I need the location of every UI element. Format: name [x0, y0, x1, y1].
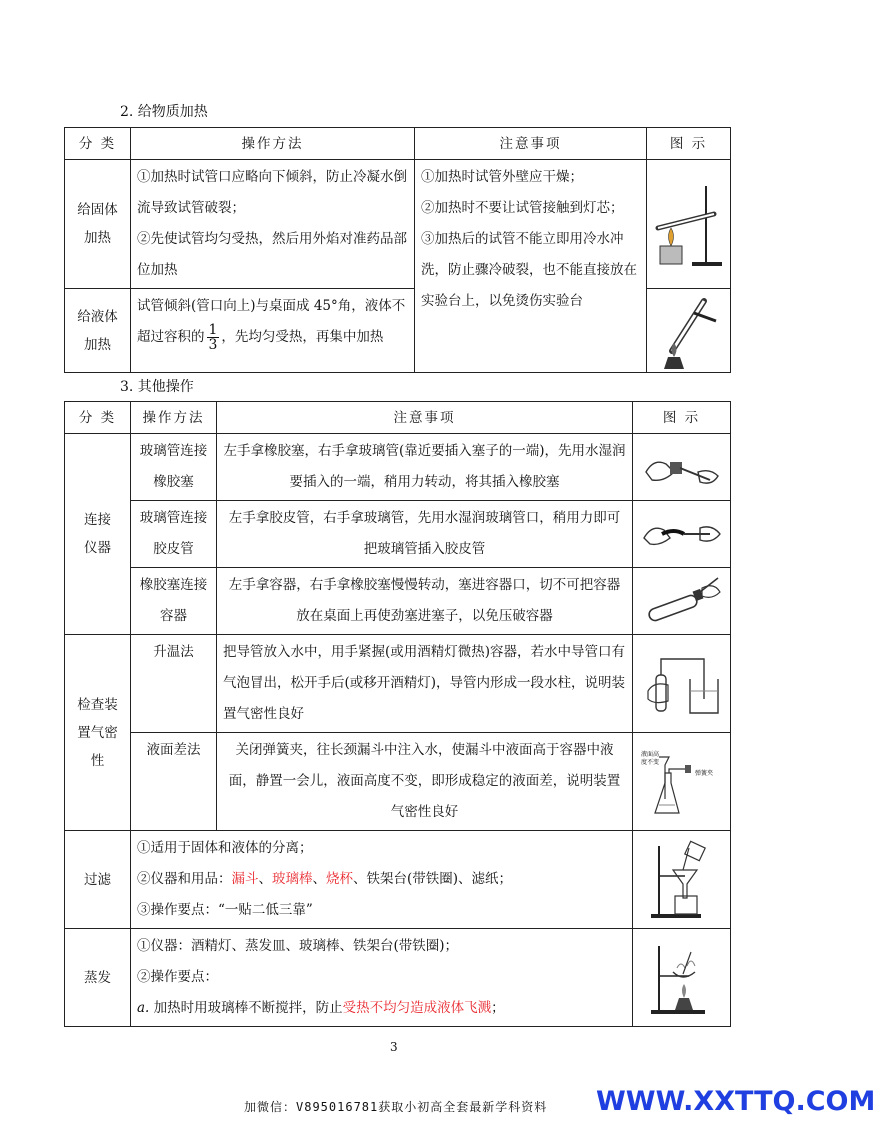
method-level-check: 液面差法: [131, 733, 217, 831]
header-figure: 图 示: [633, 402, 731, 434]
category-solid: 给固体加热: [65, 160, 131, 289]
stopper-into-container-icon: [633, 568, 731, 635]
glass-tube-rubber-stopper-icon: [633, 434, 731, 501]
section-3-title: 3. 其他操作: [120, 379, 194, 395]
figure-label-level-high: 液面高: [640, 750, 659, 758]
header-figure: 图 示: [647, 128, 731, 160]
other-operations-table: [64, 401, 731, 1027]
note-evaporate: ①仪器：酒精灯、蒸发皿、玻璃棒、铁架台(带铁圈)； ②操作要点： a. 加热时用玻璃棒不断搅拌，防止受热不均匀造成液体飞溅；: [131, 929, 633, 1027]
filtration-setup-icon: [633, 831, 731, 929]
method-tube-hose: 玻璃管连接胶皮管: [131, 501, 217, 568]
category-liquid: 给液体加热: [65, 289, 131, 373]
header-notes: 注意事项: [217, 402, 633, 434]
glass-tube-rubber-hose-icon: [633, 501, 731, 568]
method-tube-stopper: 玻璃管连接橡胶塞: [131, 434, 217, 501]
note-filter: ①适用于固体和液体的分离； ②仪器和用品：漏斗、玻璃棒、烧杯、铁架台(带铁圈)、滤纸； ③操作要点：“一贴二低三靠”: [131, 831, 633, 929]
category-evaporate: 蒸发: [65, 929, 131, 1027]
note-tube-hose: 左手拿胶皮管，右手拿玻璃管，先用水湿润玻璃管口，稍用力即可把玻璃管插入胶皮管: [217, 501, 633, 568]
note-level-check: 关闭弹簧夹，往长颈漏斗中注入水，使漏斗中液面高于容器中液面，静置一会儿，液面高度不变，即形成稳定的液面差，说明装置气密性良好: [217, 733, 633, 831]
category-connect: 连接仪器: [65, 434, 131, 635]
notes-heating: ①加热时试管外壁应干燥； ②加热时不要让试管接触到灯芯； ③加热后的试管不能立即用冷水冲洗，防止骤冷破裂，也不能直接放在实验台上，以免烫伤实验台: [415, 160, 647, 373]
method-stopper-container: 橡胶塞连接容器: [131, 568, 217, 635]
note-tube-stopper: 左手拿橡胶塞，右手拿玻璃管(靠近要插入塞子的一端)，先用水湿润要插入的一端，稍用力转动，将其插入橡胶塞: [217, 434, 633, 501]
figure-label-unchanged: 度不变: [640, 758, 659, 766]
header-category: 分 类: [65, 128, 131, 160]
footer-text: 加微信：V895016781获取小初高全套最新学科资料: [244, 1100, 548, 1114]
heating-table: [64, 127, 731, 373]
section-2-title: 2. 给物质加热: [120, 104, 208, 120]
figure-label-spring-clip: 弹簧夹: [694, 769, 713, 777]
header-category: 分 类: [65, 402, 131, 434]
heating-solid-test-tube-icon: [647, 160, 731, 289]
page-number: 3: [390, 1040, 398, 1054]
heating-liquid-test-tube-icon: [647, 289, 731, 373]
method-solid: ①加热时试管口应略向下倾斜，防止冷凝水倒流导致试管破裂； ②先使试管均匀受热，然后用外焰对准药品部位加热: [131, 160, 415, 289]
liquid-level-difference-icon: [633, 733, 731, 831]
header-notes: 注意事项: [415, 128, 647, 160]
method-liquid: 试管倾斜(管口向上)与桌面成 45°角，液体不超过容积的 $\frac{1}{3}$ ，先均匀受热，再集中加热: [131, 289, 415, 373]
note-stopper-container: 左手拿容器，右手拿橡胶塞慢慢转动，塞进容器口，切不可把容器放在桌面上再使劲塞进塞子，以免压破容器: [217, 568, 633, 635]
method-heating-check: 升温法: [131, 635, 217, 733]
brand-logo-text: WWW.XXTTQ.COM: [596, 1086, 875, 1117]
hand-warming-airtight-check-icon: [633, 635, 731, 733]
note-heating-check: 把导管放入水中，用手紧握(或用酒精灯微热)容器，若水中导管口有气泡冒出，松开手后(或移开酒精灯)，导管内形成一段水柱，说明装置气密性良好: [217, 635, 633, 733]
header-method: 操作方法: [131, 128, 415, 160]
evaporation-setup-icon: [633, 929, 731, 1027]
fraction-one-third: $\frac{1}{3}$: [208, 322, 218, 353]
category-filter: 过滤: [65, 831, 131, 929]
header-method: 操作方法: [131, 402, 217, 434]
category-airtight: 检查装置气密性: [65, 635, 131, 831]
